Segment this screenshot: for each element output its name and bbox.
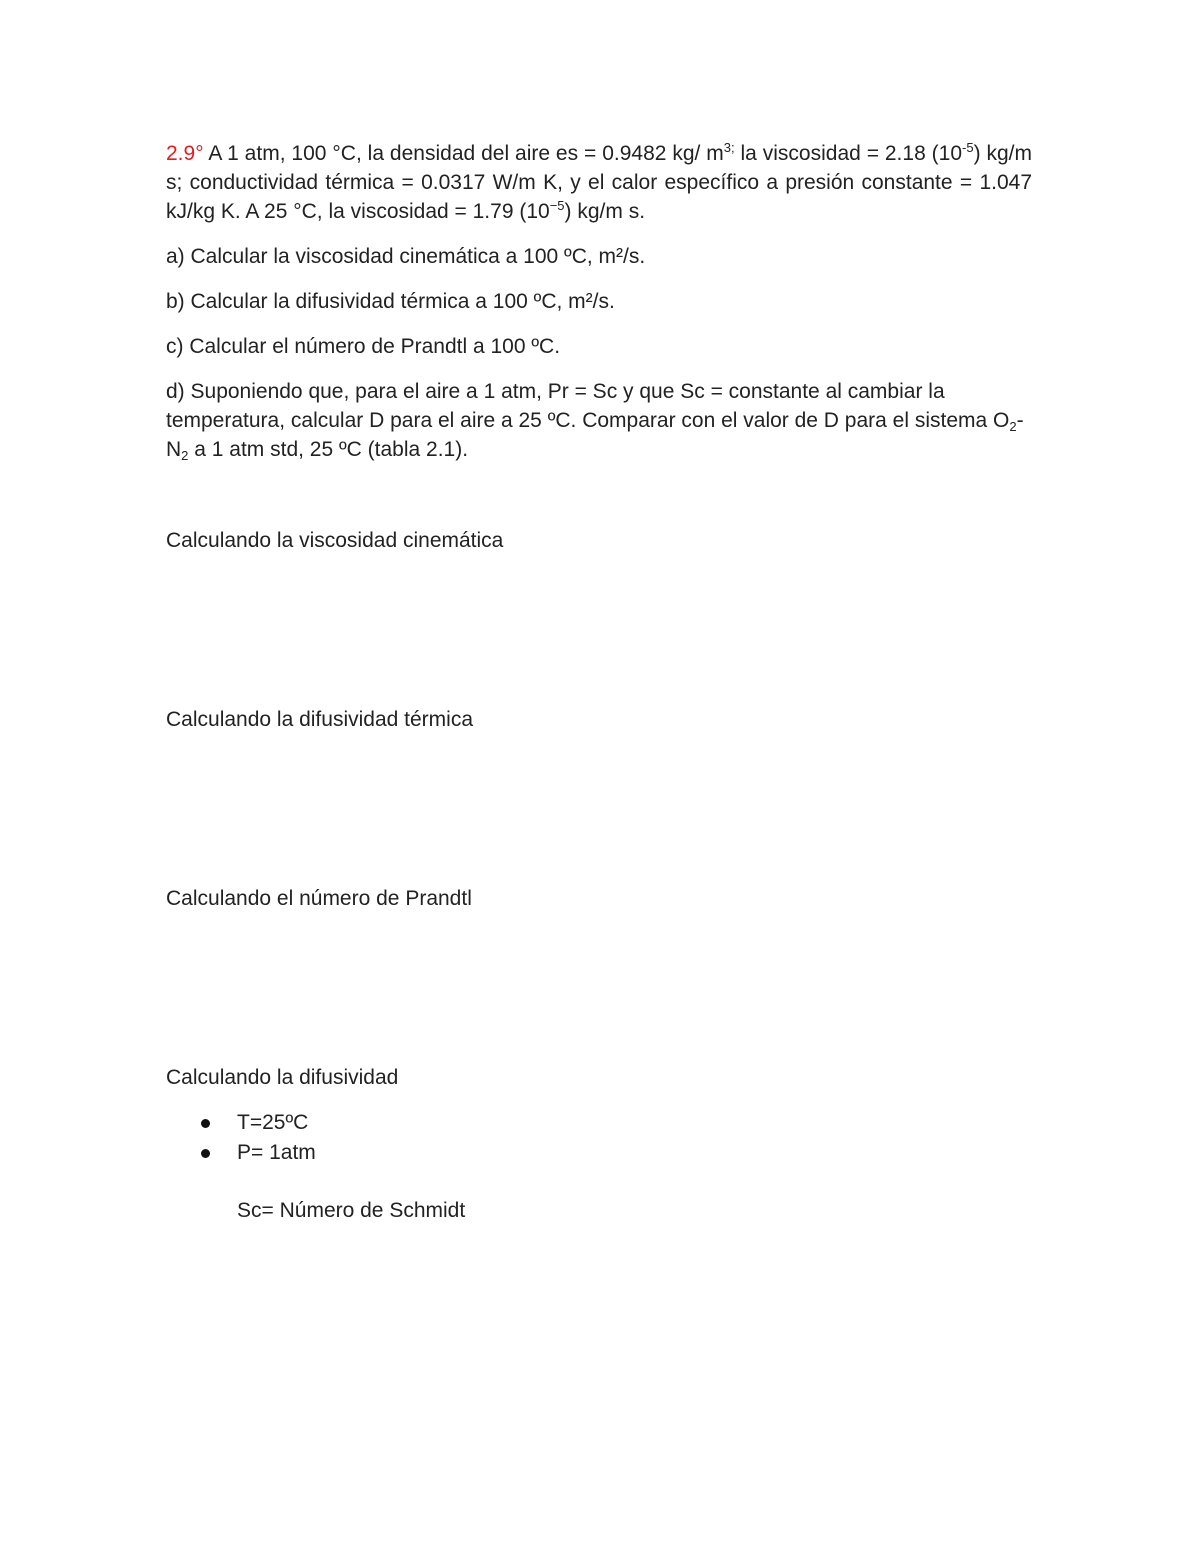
problem-sup-2: -5 [962, 140, 974, 155]
heading-diffusivity: Calculando la difusividad [166, 1066, 399, 1089]
question-c: c) Calcular el número de Prandtl a 100 ºC. [166, 335, 561, 358]
list-item [166, 1108, 316, 1138]
question-d-text-3: a 1 atm std, 25 ºC (tabla 2.1). [188, 438, 469, 461]
question-d-text-2: -N [166, 409, 1024, 461]
problem-text-2: la viscosidad = 2.18 (10 [734, 142, 963, 165]
heading-thermal-diffusivity: Calculando la difusividad térmica [166, 708, 473, 731]
question-a: a) Calcular la viscosidad cinemática a 100 ºC, m²/s. [166, 245, 646, 268]
list-item-text: T=25ºC [237, 1111, 309, 1134]
question-d-sub-1: 2 [1009, 419, 1017, 434]
problem-sup-3: −5 [549, 198, 565, 213]
question-b: b) Calcular la difusividad térmica a 100 ºC, m²/s. [166, 290, 615, 313]
question-d [166, 377, 1032, 464]
problem-sup-1: 3; [723, 140, 735, 155]
list-item [166, 1138, 316, 1168]
question-d-text-1: d) Suponiendo que, para el aire a 1 atm, Pr = Sc y que Sc = constante al cambiar la temperatura, calcular D para el aire a 25 ºC. Comparar con el valor de D para el sistema O [166, 380, 1010, 432]
bullet-icon [201, 1149, 210, 1158]
conditions-list [166, 1108, 316, 1168]
problem-statement [166, 139, 1032, 226]
problem-text-4: ) kg/m s. [564, 200, 646, 223]
heading-prandtl-number: Calculando el número de Prandtl [166, 887, 472, 910]
problem-text-1: A 1 atm, 100 °C, la densidad del aire es = 0.9482 kg/ m [203, 142, 724, 165]
question-d-sub-2: 2 [181, 448, 189, 463]
heading-kinematic-viscosity: Calculando la viscosidad cinemática [166, 529, 504, 552]
bullet-icon [201, 1119, 210, 1128]
problem-text-3: ) kg/m s; conductividad térmica = 0.0317 W/m K, y el calor específico a presión constante = 1.047 kJ/kg K. A 25 °C, la viscosidad = 1.79 (10 [166, 142, 1032, 223]
problem-number: 2.9° [166, 142, 204, 165]
schmidt-definition: Sc= Número de Schmidt [237, 1199, 466, 1222]
list-item-text: P= 1atm [237, 1141, 316, 1164]
